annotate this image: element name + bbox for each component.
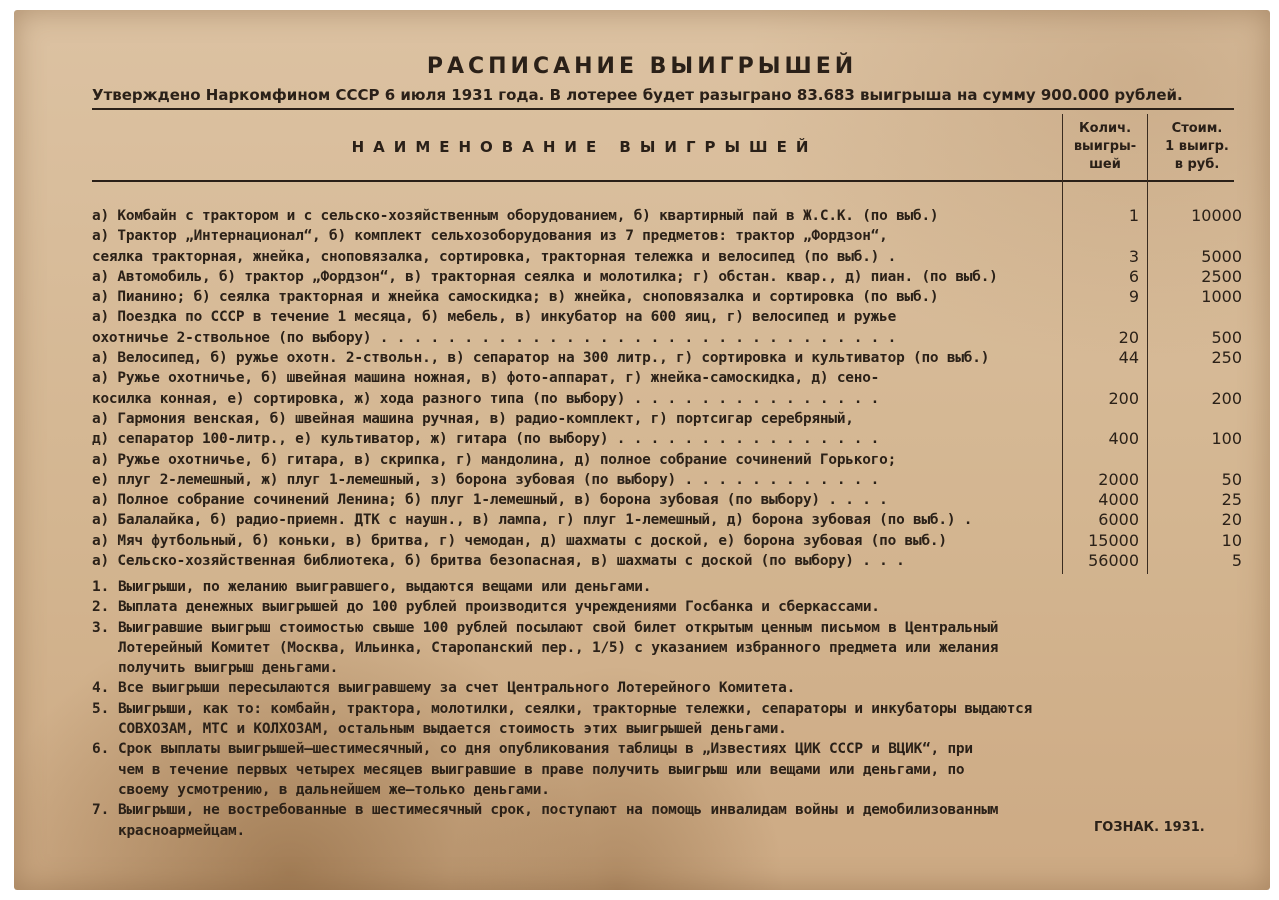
prize-cost: 10 bbox=[1221, 530, 1242, 550]
column-header-qty: Колич. выигры- шей bbox=[1073, 121, 1137, 172]
note-text: Выигрыши, как то: комбайн, трактора, молотилки, сеялки, тракторные тележки, сепараторы и инкубаторы выдаются СОВХОЗАМ, МТС и КОЛХОЗАМ, остальным выдается стоимость этих выигрышей деньгами. bbox=[118, 700, 1033, 738]
prize-quantity: 15000 bbox=[1088, 530, 1139, 550]
prize-description: а) Велосипед, б) ружье охотн. 2-ствольн., в) сепаратор на 300 литр., г) сортировка и культиватор (по выб.) bbox=[92, 350, 990, 367]
note-text: Выигрыши, по желанию выигравшего, выдаются вещами или деньгами. bbox=[118, 579, 652, 595]
table-row bbox=[92, 266, 1242, 287]
note-number: 6. bbox=[92, 741, 110, 758]
prize-description: а) Сельско-хозяйственная библиотека, б) бритва безопасная, в) шахматы с доской (по выбору) . . . bbox=[92, 553, 905, 570]
prize-quantity: 2000 bbox=[1098, 469, 1139, 489]
prize-description: а) Автомобиль, б) трактор „Фордзон“, в) тракторная сеялка и молотилка; г) обстан. квар., д) пиан. (по выб.) bbox=[92, 268, 998, 285]
prize-cost: 10000 bbox=[1191, 206, 1242, 225]
table-row bbox=[92, 409, 1242, 450]
prize-description: а) Трактор „Интернационал“, б) комплект сельхозоборудования из 7 предметов: трактор „Фордзон“, сеялка тракторная, жнейка, сноповязалка, сортировка, тракторная тележка и велосипед (по выб.) . bbox=[92, 228, 897, 265]
table-row bbox=[92, 551, 1242, 571]
prize-quantity: 44 bbox=[1118, 348, 1139, 368]
note-item bbox=[92, 678, 1234, 698]
prize-description: а) Комбайн с трактором и с сельско-хозяйственным оборудованием, б) квартирный пай в Ж.С.К. (по выб.) bbox=[92, 208, 939, 224]
table-row bbox=[92, 510, 1242, 530]
table-row bbox=[92, 287, 1242, 307]
prize-description: а) Ружье охотничье, б) гитара, в) скрипка, г) мандолина, д) полное собрание сочинений Горького; е) плуг 2-лемешный, ж) плуг 1-лемешный, з) борона зубовая (по выбору) . . . . . . . . . . . . bbox=[92, 451, 897, 488]
prize-description: а) Полное собрание сочинений Ленина; б) плуг 1-лемешный, в) борона зубовая (по выбору) . . . . bbox=[92, 492, 888, 509]
prize-description: а) Мяч футбольный, б) коньки, в) бритва, г) чемодан, д) шахматы с доской, е) борона зубовая (по выб.) bbox=[92, 532, 947, 549]
note-text: Выплата денежных выигрышей до 100 рублей производится учреждениями Госбанка и сберкассами. bbox=[118, 599, 880, 616]
prize-description: а) Поездка по СССР в течение 1 месяца, б) мебель, в) инкубатор на 600 яиц, г) велосипед и ружье охотничье 2-ствольное (по выбору) . . . . . . . . . . . . . . . . . . . . . . . . . . . . . . . bbox=[92, 309, 897, 346]
prize-quantity: 56000 bbox=[1088, 551, 1139, 571]
prize-description: а) Гармония венская, б) швейная машина ручная, в) радио-комплект, г) портсигар серебряный, д) сепаратор 100-литр., е) культиватор, ж) гитара (по выбору) . . . . . . . . . . . . . . . . bbox=[92, 410, 880, 448]
lottery-ticket-back bbox=[14, 10, 1270, 890]
note-item bbox=[92, 597, 1234, 617]
note-number: 7. bbox=[92, 802, 110, 819]
note-text: Срок выплаты выигрышей—шестимесячный, со дня опубликования таблицы в „Известиях ЦИК СССР и ВЦИК“, при чем в течение первых четырех месяцев выигравшие в праве получить выигрыш или вещами или деньгами, по своему усмотрению, в дальнейшем же—только деньгами. bbox=[118, 741, 973, 798]
table-row bbox=[92, 530, 1242, 551]
note-number: 4. bbox=[92, 680, 110, 697]
prize-quantity: 6000 bbox=[1098, 510, 1139, 530]
note-number: 2. bbox=[92, 599, 110, 616]
approval-subtitle: Утверждено Наркомфином СССР 6 июля 1931 года. В лотерее будет разыграно 83.683 выигрыша на сумму 900.000 рублей. bbox=[92, 86, 1183, 104]
prize-quantity: 20 bbox=[1118, 327, 1139, 347]
column-header-name: НАИМЕНОВАНИЕ ВЫИГРЫШЕЙ bbox=[351, 138, 818, 156]
prize-quantity: 3 bbox=[1128, 246, 1139, 266]
table-row bbox=[92, 450, 1242, 491]
prize-cost: 5000 bbox=[1201, 246, 1242, 266]
note-number: 3. bbox=[92, 619, 110, 636]
prize-description: а) Балалайка, б) радио-приемн. ДТК с наушн., в) лампа, г) плуг 1-лемешный, д) борона зубовая (по выб.) . bbox=[92, 512, 973, 529]
prize-quantity: 1 bbox=[1128, 206, 1139, 225]
table-row bbox=[92, 368, 1242, 409]
prize-quantity: 9 bbox=[1128, 287, 1139, 307]
note-text: Все выигрыши пересылаются выигравшему за счет Центрального Лотерейного Комитета. bbox=[118, 680, 796, 697]
prize-cost: 200 bbox=[1211, 388, 1242, 408]
prize-cost: 100 bbox=[1211, 429, 1242, 449]
note-text: Выигравшие выигрыш стоимостью свыше 100 рублей посылают свой билет открытым ценным письмом в Центральный Лотерейный Комитет (Москва, Ильинка, Старопанский пер., 1/5) с указанием избранного предмета или желания получить выигрыш деньгами. bbox=[118, 619, 999, 677]
prize-cost: 5 bbox=[1231, 551, 1242, 571]
prize-quantity: 4000 bbox=[1098, 490, 1139, 510]
prize-cost: 50 bbox=[1221, 469, 1242, 489]
prize-cost: 25 bbox=[1221, 490, 1242, 510]
notes-list bbox=[92, 577, 1234, 841]
note-number: 5. bbox=[92, 700, 110, 717]
note-number: 1. bbox=[92, 579, 110, 595]
prize-description: а) Ружье охотничье, б) швейная машина ножная, в) фото-аппарат, г) жнейка-самоскидка, д) сено- косилка конная, е) сортировка, ж) хода разного типа (по выбору) . . . . . . . . . . . . . . . bbox=[92, 370, 880, 407]
table-row bbox=[92, 206, 1242, 226]
table-row bbox=[92, 307, 1242, 348]
printer-imprint: ГОЗНАК. 1931. bbox=[1094, 820, 1205, 835]
note-item bbox=[92, 618, 1234, 679]
prize-cost: 1000 bbox=[1201, 287, 1242, 307]
page-title: РАСПИСАНИЕ ВЫИГРЫШЕЙ bbox=[426, 54, 858, 79]
column-header-cost: Стоим. 1 выигр. в руб. bbox=[1165, 121, 1229, 172]
prize-cost: 500 bbox=[1211, 327, 1242, 347]
note-item bbox=[92, 577, 1234, 597]
note-item bbox=[92, 739, 1234, 800]
prize-table bbox=[92, 206, 1242, 571]
prize-description: а) Пианино; б) сеялка тракторная и жнейка самоскидка; в) жнейка, сноповязалка и сортировка (по выб.) bbox=[92, 289, 939, 306]
prize-cost: 2500 bbox=[1201, 266, 1242, 286]
prize-quantity: 6 bbox=[1128, 266, 1139, 286]
note-item bbox=[92, 699, 1234, 740]
note-text: Выигрыши, не востребованные в шестимесячный срок, поступают на помощь инвалидам войны и демобилизованным красноармейцам. bbox=[118, 802, 999, 839]
prize-quantity: 200 bbox=[1108, 388, 1139, 408]
table-row bbox=[92, 226, 1242, 267]
table-row bbox=[92, 490, 1242, 510]
note-item bbox=[92, 800, 1234, 841]
prize-cost: 20 bbox=[1221, 510, 1242, 530]
header-rule-top bbox=[92, 108, 1234, 110]
prize-quantity: 400 bbox=[1108, 429, 1139, 449]
table-row bbox=[92, 348, 1242, 368]
prize-cost: 250 bbox=[1211, 348, 1242, 368]
